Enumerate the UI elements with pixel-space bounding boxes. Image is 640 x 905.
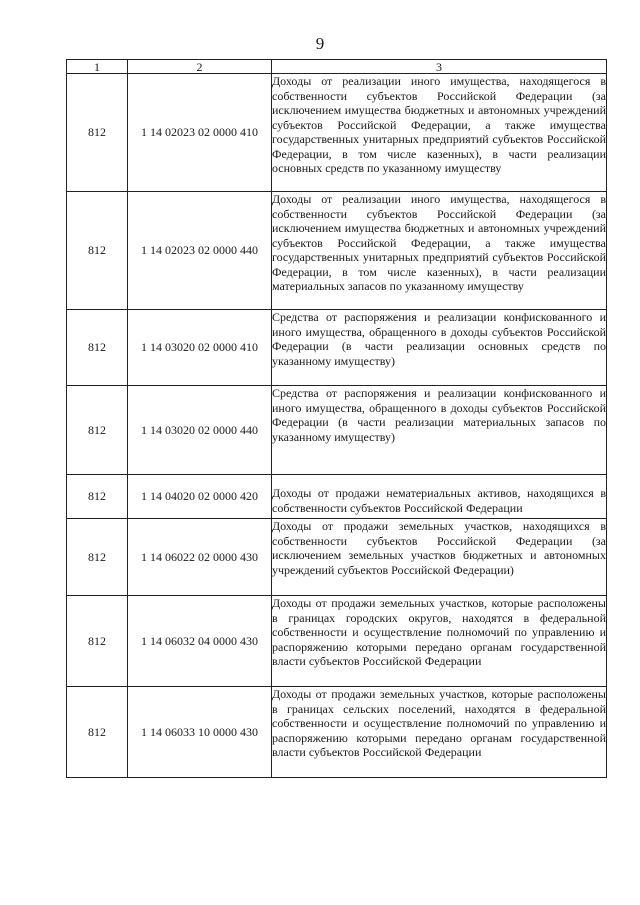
revenue-description-cell: Средства от распоряжения и реализации конфискованного и иного имущества, обращенного в доходы субъектов Российской Федерации (в части реализации основных средств по указанному имуществу)	[272, 310, 607, 386]
revenue-description-cell: Доходы от продажи нематериальных активов, находящихся в собственности субъектов Российской Федерации	[272, 475, 607, 519]
admin-code-cell: 812	[67, 519, 128, 596]
table-row	[67, 192, 607, 310]
admin-code-cell: 812	[67, 475, 128, 519]
revenue-description-cell: Доходы от реализации иного имущества, находящегося в собственности субъектов Российской Федерации (за исключением имущества бюджетных и автономных учреждений субъектов Российской Федерации, а также имущества государственных унитарных предприятий субъектов Российской Федерации, в том числе казенных), в части реализации материальных запасов по указанному имуществу	[272, 192, 607, 310]
table-row	[67, 687, 607, 778]
revenue-code-cell: 1 14 04020 02 0000 420	[128, 475, 272, 519]
revenue-code-cell: 1 14 06032 04 0000 430	[128, 596, 272, 687]
revenue-codes-table	[66, 59, 607, 778]
revenue-code-cell: 1 14 02023 02 0000 410	[128, 74, 272, 192]
admin-code-cell: 812	[67, 596, 128, 687]
revenue-code-cell: 1 14 03020 02 0000 440	[128, 386, 272, 475]
table-row	[67, 386, 607, 475]
page-number: 9	[315, 34, 325, 53]
revenue-code-cell: 1 14 02023 02 0000 440	[128, 192, 272, 310]
table-row	[67, 74, 607, 192]
header-col-1: 1	[67, 60, 128, 74]
revenue-code-cell: 1 14 06033 10 0000 430	[128, 687, 272, 778]
revenue-description-cell: Доходы от реализации иного имущества, находящегося в собственности субъектов Российской Федерации (за исключением имущества бюджетных и автономных учреждений субъектов Российской Федерации, а также имущества государственных унитарных предприятий субъектов Российской Федерации, в том числе казенных), в части реализации основных средств по указанному имуществу	[272, 74, 607, 192]
admin-code-cell: 812	[67, 386, 128, 475]
revenue-description-cell: Средства от распоряжения и реализации конфискованного и иного имущества, обращенного в доходы субъектов Российской Федерации (в части реализации материальных запасов по указанному имуществу)	[272, 386, 607, 475]
admin-code-cell: 812	[67, 310, 128, 386]
table-row	[67, 475, 607, 519]
table-row	[67, 310, 607, 386]
header-col-2: 2	[128, 60, 272, 74]
revenue-code-cell: 1 14 03020 02 0000 410	[128, 310, 272, 386]
revenue-description-cell: Доходы от продажи земельных участков, которые расположены в границах сельских поселений, находятся в федеральной собственности и осуществление полномочий по управлению и распоряжению которыми передано органам государственной власти субъектов Российской Федерации	[272, 687, 607, 778]
revenue-code-cell: 1 14 06022 02 0000 430	[128, 519, 272, 596]
revenue-description-cell: Доходы от продажи земельных участков, находящихся в собственности субъектов Российской Федерации (за исключением земельных участков бюджетных и автономных учреждений субъектов Российской Федерации)	[272, 519, 607, 596]
admin-code-cell: 812	[67, 74, 128, 192]
table-header-row	[67, 60, 607, 74]
table-row	[67, 519, 607, 596]
header-col-3: 3	[272, 60, 607, 74]
admin-code-cell: 812	[67, 192, 128, 310]
admin-code-cell: 812	[67, 687, 128, 778]
revenue-description-cell: Доходы от продажи земельных участков, которые расположены в границах городских округов, находятся в федеральной собственности и осуществление полномочий по управлению и распоряжению которыми передано органам государственной власти субъектов Российской Федерации	[272, 596, 607, 687]
table-row	[67, 596, 607, 687]
